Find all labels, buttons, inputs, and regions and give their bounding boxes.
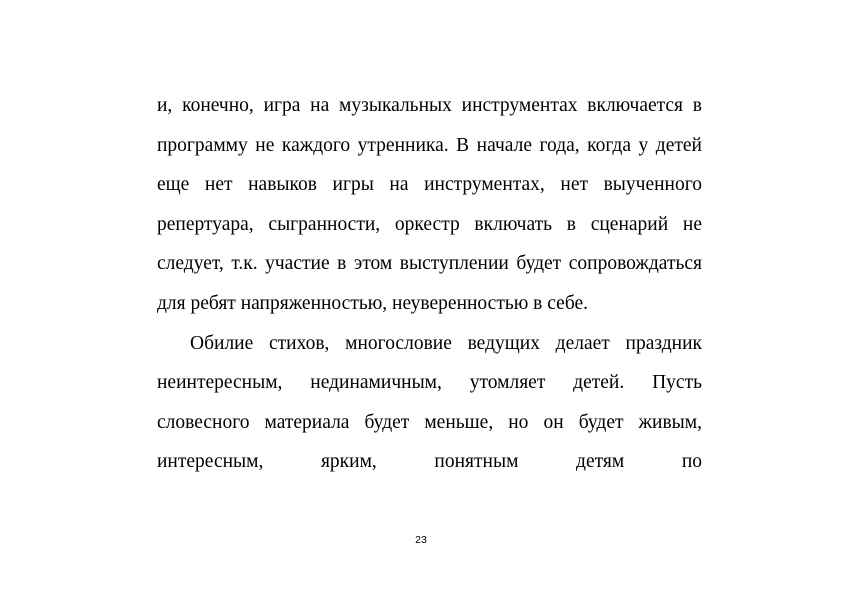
- page-number: 23: [415, 534, 427, 546]
- body-text: [157, 86, 702, 482]
- paragraph-text: Обилие стихов, многословие ведущих делает праздник неинтересным, нединамичным, утомляет детей. Пусть словесного материала будет меньше, но он будет живым, интересным, ярким, понятным детям по: [157, 332, 702, 473]
- paragraph-continuation: и, конечно, игра на музыкальных инструментах включается в программу не каждого утренника. В начале года, когда у детей еще нет навыков игры на инструментах, нет выученного репертуара, сыгранности, оркестр включать в сценарий не следует, т.к. участие в этом выступлении будет сопровождаться для ребят напряженностью, неуверенностью в себе.: [157, 95, 702, 314]
